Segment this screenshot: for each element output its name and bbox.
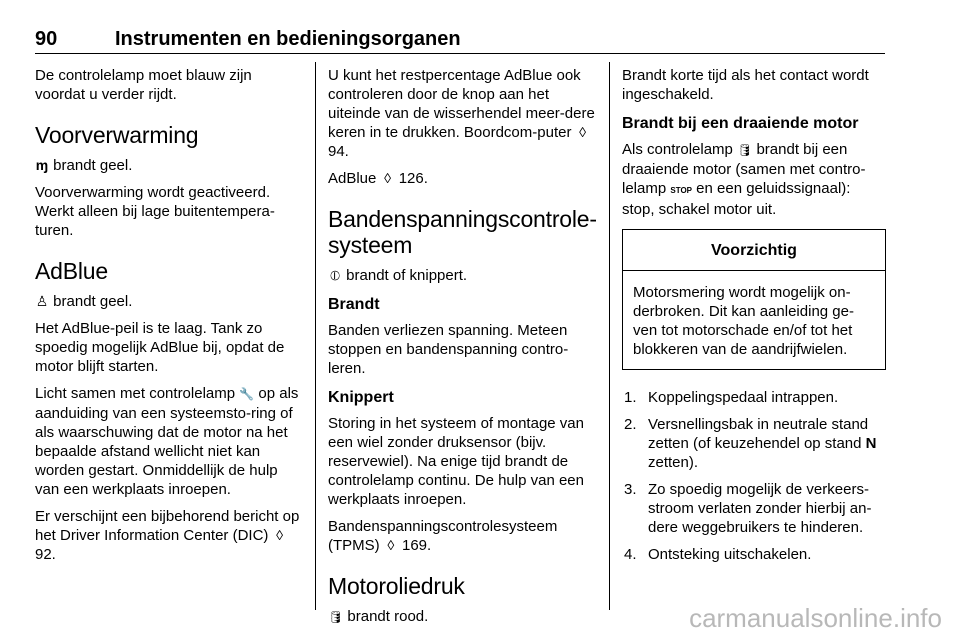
column-2 bbox=[328, 66, 596, 635]
stop-icon: STOP bbox=[670, 186, 692, 195]
paragraph: De controlelamp moet blauw zijn voordat u verder rijdt. bbox=[35, 67, 252, 103]
paragraph: Het AdBlue-peil is te laag. Tank zo spoedig mogelijk AdBlue bij, opdat de motor blijft starten. bbox=[35, 320, 285, 375]
glow-plug-icon: ɱ bbox=[35, 157, 49, 173]
paragraph: U kunt het restpercentage AdBlue ook controleren door de knop aan het uiteinde van de wisserhendel meer-dere keren in te drukken. Boordcom-puter ◊ 94. bbox=[328, 67, 595, 160]
status-line: 🛢 brandt rood. bbox=[328, 608, 429, 625]
paragraph: Storing in het systeem of montage van een wiel zonder druksensor (bijv. reservewiel). Na enige tijd brandt de controlelamp continu. De hulp van een werkplaats inroepen. bbox=[328, 415, 584, 508]
reference-arrow-icon: ◊ bbox=[276, 527, 284, 543]
warning-box bbox=[622, 229, 886, 370]
paragraph: Als controlelamp 🛢 brandt bij een draaiende motor (samen met contro-lelamp STOP en een geluidssignaal): stop, schakel motor uit. bbox=[622, 141, 866, 218]
list-item: 1. Koppelingspedaal intrappen. bbox=[624, 389, 839, 406]
header-divider bbox=[35, 53, 885, 54]
page-title: Instrumenten en bedieningsorganen bbox=[115, 28, 461, 50]
subheading-running-engine: Brandt bij een draaiende motor bbox=[622, 115, 859, 132]
status-line: ♙ brandt geel. bbox=[35, 293, 133, 310]
paragraph: Licht samen met controlelamp 🔧 op als aanduiding van een systeemsto-ring of als waarschuwing dat de motor na het bepaalde afstand wellicht niet kan worden gestart. Onmiddellijk de hulp van een werkplaats inroepen. bbox=[35, 385, 299, 498]
paragraph: Banden verliezen spanning. Meteen stoppen en bandenspanning contro-leren. bbox=[328, 322, 569, 377]
subheading-brandt: Brandt bbox=[328, 296, 380, 313]
paragraph: Er verschijnt een bijbehorend bericht op het Driver Information Center (DIC) ◊ 92. bbox=[35, 508, 300, 563]
section-heading-adblue: AdBlue bbox=[35, 258, 108, 284]
paragraph: Brandt korte tijd als het contact wordt ingeschakeld. bbox=[622, 67, 869, 103]
section-heading-motoroliedruk: Motoroliedruk bbox=[328, 573, 465, 599]
tpms-icon: ⦶ bbox=[329, 267, 341, 283]
status-line: ⦶ brandt of knippert. bbox=[329, 267, 468, 284]
column-1 bbox=[35, 66, 303, 572]
reference-arrow-icon: ◊ bbox=[384, 170, 391, 186]
wrench-icon: 🔧 bbox=[239, 387, 255, 401]
oil-can-icon: 🛢 bbox=[737, 143, 753, 157]
list-item: 2. Versnellingsbak in neutrale stand zetten (of keuzehendel op stand N zetten). bbox=[624, 416, 877, 471]
subheading-knippert: Knippert bbox=[328, 389, 394, 406]
warning-title: Voorzichtig bbox=[623, 230, 885, 271]
warning-body: Motorsmering wordt mogelijk on-derbroken. Dit kan aanleiding ge-ven tot motorschade en/of tot het blokkeren van de aandrijfwielen. bbox=[633, 284, 854, 358]
paragraph: AdBlue ◊ 126. bbox=[328, 170, 428, 187]
reference-arrow-icon: ◊ bbox=[579, 124, 587, 140]
page-header bbox=[35, 28, 885, 54]
section-heading-tpms: Bandenspanningscontrole-systeem bbox=[328, 206, 597, 258]
page-number: 90 bbox=[35, 28, 58, 50]
list-item: 4. Ontsteking uitschakelen. bbox=[624, 546, 812, 563]
column-3 bbox=[622, 66, 886, 572]
watermark: carmanualsonline.info bbox=[689, 603, 942, 633]
step-list bbox=[622, 388, 886, 564]
oil-can-icon: 🛢 bbox=[328, 610, 344, 624]
paragraph: Bandenspanningscontrolesysteem (TPMS) ◊ 169. bbox=[328, 518, 558, 554]
reference-arrow-icon: ◊ bbox=[387, 537, 395, 553]
column-divider-1 bbox=[315, 62, 316, 610]
adblue-icon: ♙ bbox=[35, 293, 49, 309]
section-heading-voorverwarming: Voorverwarming bbox=[35, 122, 199, 148]
column-divider-2 bbox=[609, 62, 610, 610]
status-line: ɱ brandt geel. bbox=[35, 157, 133, 174]
paragraph: Voorverwarming wordt geactiveerd. Werkt alleen bij lage buitentempera-turen. bbox=[35, 184, 275, 239]
list-item: 3. Zo spoedig mogelijk de verkeers-stroom verlaten zonder hierbij an-dere weggebruikers te hinderen. bbox=[624, 481, 872, 536]
